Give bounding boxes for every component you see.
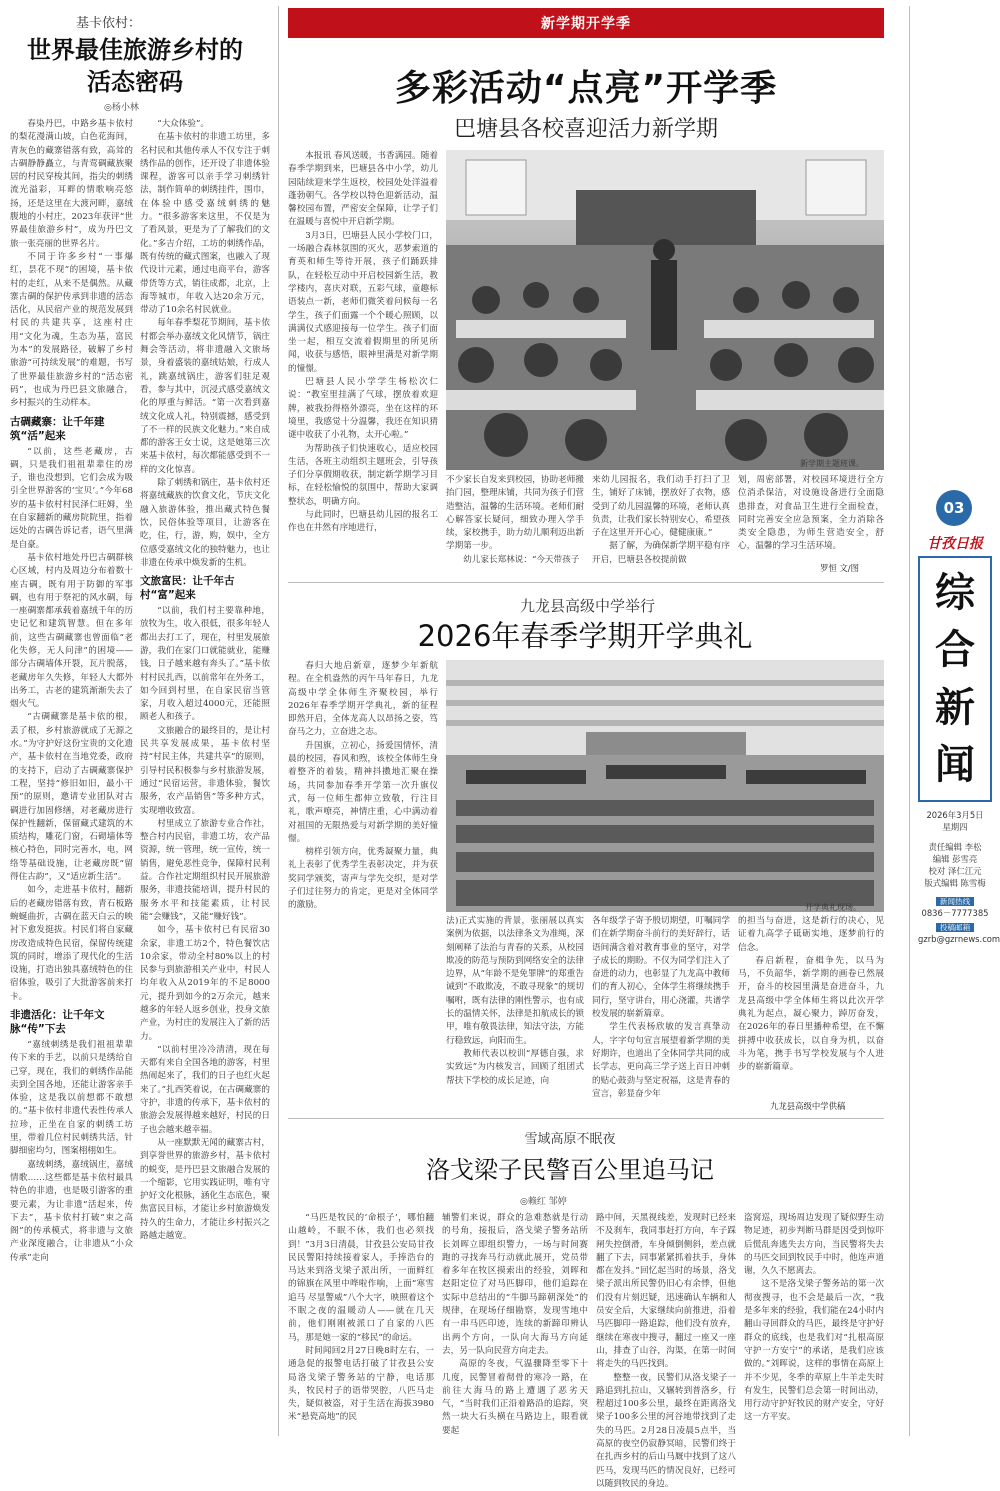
left-article-title — [0, 34, 270, 98]
paragraph: 基卡依村地处丹巴古碉群核心区域，村内及周边分布着数十座古碉，既有用于防御的军事碉，也有用于祭祀的风水碉，每一座碉寨都承载着嘉绒千年的历史记忆和建筑智慧。但在多年前，这些古碉藏寨也曾面临“老化失修，无人问津”的困境——部分古碉墙体开裂，瓦片脱落，老藏房年久失修，年轻人大都外出务工，古老的建筑渐渐失去了烟火气。 — [10, 552, 133, 710]
ceremony-photo-illustration — [446, 660, 884, 912]
proofreader: 校对 泽仁江元 — [928, 866, 982, 876]
issue-date: 2026年3月5日 — [926, 810, 984, 820]
section-char: 综 — [935, 568, 975, 616]
paragraph: 整整一夜，民警们从洛戈梁子一路追到扎拉山，又辗转到普洛乡，行程超过100多公里，最终在距离洛戈梁子100多公里的河谷地带找到了走失的马匹。2月28日凌晨5点半，当高原的夜空仍寂静冥暗，民警们终于在扎西乡村的后山马厩中找到了这八匹马，发现马匹的情况良好，已经可以随到牧民的身边。 — [596, 1372, 736, 1489]
paragraph: 巴塘县人民小学学生杨松次仁说：“教室里挂满了气球，摆放着欢迎牌，被我扮得格外漂亮，坐在这样的环境里，我感觉十分温馨，我还在知识猜谜中收获了小礼物，太开心啦。” — [288, 377, 438, 441]
left-title-line2: 活态密码 — [87, 68, 183, 96]
paragraph: 学生代表杨欣敏的发言真挚动人，字字句句宣言展望着新学期的美好期许，也道出了全体同学共同的成长学志，更向高三学子送上百日冲刺的贴心鼓劲与坚定祝福，这是青春的宣言，彰显奋少年 — [592, 1022, 730, 1099]
section-char: 闻 — [935, 741, 975, 789]
main-article-col-c — [592, 474, 730, 580]
hotline-label — [918, 896, 992, 908]
paragraph: 春归大地启新章，逐梦少年新航程。在全机盎然的丙午马年春日，九龙高级中学全体师生齐聚校园，举行2026年春季学期开学典礼，新的征程即然开启，全体龙高人以昂扬之姿，笃奋马之力，立奋进之志。 — [288, 661, 438, 738]
paragraph: 盗窝巡，现场周边发现了疑似野生动物足迹，初步判断马群是因受到惊吓后慌乱奔逃失去方向，当民警将失去的马匹交回到牧民手中时，他连声道谢，久久不愿离去。 — [744, 1213, 884, 1277]
paragraph: 从一座默默无闻的藏寨古村，到享誉世界的旅游乡村，基卡依村的蜕变，是丹巴县文旅融合发展的一个缩影，它用实践证明，唯有守护好文化根脉，涵化生态底色，聚焦富民目标，才能让乡村旅游焕发持久的生命力，才能让乡村振兴之路越走越宽。 — [140, 1137, 270, 1242]
paragraph: “以前，我们村主要靠种地，放牧为生，收入很低，很多年轻人都出去打工了，现在，村里发展旅游，我们在家门口就能就业，能赚钱，日子越来越有奔头了。”基卡依村村民扎西，以前常年在外务工，如今回到村里，在自家民宿当管家，月收入超过4000元，还能照顾老人和孩子。 — [140, 606, 270, 723]
second-article-col-a — [446, 915, 584, 1115]
left-article-col1 — [10, 118, 133, 1436]
paragraph: 不同于许多乡村“一事爆红，昙花不现”的困境，基卡依村的走红，从来不是偶然。从藏寨古碉的保护传承到非遗的活态活化，从民宿产业的规范发展到村民的共建共享，这座村庄用“文化为魂，生态为基，富民为本”的发展路径，破解了乡村旅游“可持续发展”的难题，书写了世界最佳旅游乡村的“活态密码”，也成为丹巴县文旅融合，乡村振兴的生动样本。 — [10, 251, 133, 409]
main-article-col-d — [738, 474, 884, 564]
paragraph: 嘉绒刺绣，嘉绒锅庄，嘉绒情歌……这些都是基卡依村最具特色的非遗，也是吸引游客的重要元素，为让非遗“活起来，传下去”，基卡依村打破“束之高阁”的传承模式，将非遗与文旅产业深度融合，让非遗从“小众传承”走向 — [10, 1159, 133, 1263]
paragraph: “大众体验”。 — [157, 119, 209, 129]
email-label-text: 投稿邮箱 — [936, 923, 974, 932]
section-char: 合 — [935, 626, 975, 674]
main-article-col-b — [446, 474, 584, 580]
second-article-lead — [288, 660, 438, 911]
email-address: gzrb@gzrnews.com — [918, 934, 1000, 944]
classroom-photo — [446, 150, 884, 470]
paragraph: 3月3日，巴塘县人民小学校门口，一场融合森林氛围的灭火，恶梦索道的育英和师生等待开展，孩子们踊跃排队，在轻松互动中开启校园新生活，教学楼内，喜庆对联，五彩气球，童趣标语装点一新，老师们微笑着问候每一名学生，孩子们面露一个个暖心照顾，以满满仪式感迎接每一位学生。孩子们面坐一起，相互交流着假期里的所见所闻，收获与感悟，眼神里满是对新学期的憧憬。 — [288, 230, 438, 374]
paragraph: 教师代表以校训“厚德自强，求实致远”为内核发言，回顾了组团式帮扶下学校的成长足迹，向 — [446, 1048, 584, 1086]
left-title-line1: 世界最佳旅游乡村的 — [27, 36, 243, 64]
paragraph: 村里成立了旅游专业合作社，整合村内民宿，非遗工坊，农产品资源，统一管理，统一宣传，统一销售，避免恶性竞争，保障村民利益。合作社定期组织村民开展旅游服务，非遗技能培训，提升村民的服务水平和技能素质，让村民能“会赚钱”，又能“赚好钱”。 — [140, 818, 270, 922]
second-article-col-b — [592, 915, 730, 1115]
paragraph: 春启新程，奋楫争先，以马为马，不负韶华，新学期的画卷已然展开，奋斗的校园里满是奋进奋斗，九龙县高级中学全体师生将以此次开学典礼为起点，凝心聚力，踔厉奋发，在2026年的春日里播种希望，在不懈拼搏中收获成长，以自身为机，以奋斗为笔，携手书写学校发展与个人进步的崭新篇章。 — [738, 955, 884, 1073]
left-article-col2 — [140, 118, 270, 1436]
paragraph: 高原的冬夜，气温骤降至零下十几度，民警冒着彻骨的寒冷一路，在前往大海马的路上遭遇了恶劣天气，“当时我们正沿着路沿的追踪，突然一块大石头横在马路边上，眼看就要起 — [442, 1359, 588, 1436]
paragraph: “古碉藏寨是基卡依的根，丢了根，乡村旅游就成了无源之水。”为守护好这份宝贵的文化遗产，基卡依村在当地党委，政府的支持下，启动了古碉藏寨保护工程，坚持“修旧如旧，最小干预”的原则，邀请专业团队对古碉进行加固修缮，对老藏房进行保护性翻新，保留藏式建筑的木质结构，雕花门窗，石砌墙体等核心特色，同时完善水，电，网络等基础设施，让老藏房既“留得住古韵”，又“适应新生活”。 — [10, 712, 133, 883]
newspaper-logo: 甘孜日报 — [927, 536, 983, 552]
paragraph: 来幼儿园报名，我们动手打扫了卫生，铺好了床铺，摆放好了衣物，感受到了幼儿园温馨的环境，老师认真负责，让我们家长特别安心，希望孩子在这里开开心心，健健康康。” — [592, 475, 730, 539]
left-article-author: ◎杨小林 — [104, 103, 139, 113]
classroom-photo-illustration — [446, 150, 884, 470]
sidebar-divider — [909, 6, 910, 1436]
paragraph: 除了刺绣和锅庄，基卡依村还将嘉绒藏族的饮食文化，节庆文化融入旅游体验，推出藏式特色餐饮，民俗体验等项目，让游客在吃，住，行，游，购，娱中，全方位感受嘉绒文化的独特魅力，也让非遗在传承中焕发新的生机。 — [140, 478, 270, 568]
paragraph: 辅警们来说，群众的急难愁就是行动的号角，接报后，洛戈梁子警务站所长刘晖立即组织警力，一场与时间赛跑的寻找奔马行动就此展开，党员带着多年在牧区摸索出的经验，刘晖和赵阳定位了对马匹脚印，他们追踪在实际中总结出的“牛脚马蹄朝深处”的规律，在现场仔细勘察，发现雪地中有一串马匹印迹，连续的新蹄印辨认出两个方向，一队向大海马方向延去，另一队向民营方向走去。 — [442, 1213, 588, 1356]
paragraph: 本报讯 春风送暖，书香满园。随着春季学期到来，巴塘县各中小学，幼儿园陆续迎来学生返校，校园处处洋溢着蓬勃朝气。各学校以特色迎新活动，温馨校园布置，严密安全保障，让学子们在温暖与喜悦中开启新学期。 — [288, 151, 438, 228]
second-article-col-c — [738, 915, 884, 1100]
left-article-kicker: 基卡依村： — [76, 16, 142, 31]
section-banner: 新学期开学季 — [288, 8, 884, 38]
paragraph: 每年春季梨花节期间，基卡依村都会举办嘉绒文化风情节，锅庄舞会等活动，将非遗融入文旅场景，身着盛装的嘉绒姑娘，行成人礼，跳嘉绒锅庄，游客们驻足观看，参与其中，沉浸式感受嘉绒文化的厚重与鲜活。“第一次看到嘉绒文化成人礼，特别震撼，感受到了不一样的民族文化魅力。”来自成都的游客王女士说，这是她第三次来基卡依村，每次都能感受到不一样的文化惊喜。 — [140, 318, 270, 475]
column-divider — [278, 6, 279, 1436]
paragraph: 与此同时，巴塘县幼儿园的报名工作也在井然有序地进行， — [288, 510, 438, 534]
layout-editor: 版式编辑 陈雪梅 — [924, 878, 986, 888]
paragraph: 幼儿家长郑林说：“今天带孩子 — [463, 554, 580, 565]
section-divider — [288, 582, 884, 583]
paragraph: 的担当与奋进，这是新行的决心，见证着九高学子砥砺实地，逐梦前行的信念。 — [738, 916, 884, 953]
section-divider — [288, 1118, 884, 1119]
third-article-byline: ◎赖红 邹婷 — [520, 1197, 567, 1207]
left-subhead-3: 文旅富民：让千年古村“富”起来 — [140, 575, 235, 602]
paragraph: 划，周密部署，对校园环境进行全方位消杀保洁，对设施设备进行全面隐患排查，对食品卫生进行全面检查，同时完善安全应急预案，全力消除各类安全隐患，为师生营造安全，舒心，温馨的学习生活环境。 — [738, 475, 884, 552]
section-char: 新 — [935, 683, 975, 731]
paragraph: 升国旗，立初心，扬爱国情怀，清晨的校园，春风和煦，该校全体师生身着整齐的着装，精神抖擞地汇聚在操场，共同参加春季开学第一次升旗仪式，每一位师生都伸立致敬，行注目礼，歌声嘹亮，神情庄重，心中满动着对祖国的无限热爱与对新学期的美好憧憬。 — [288, 740, 438, 844]
paragraph: 为帮助孩子们快速收心，适应校园生活，各班主动组织主题班会，引导孩子们分享假期收获，制定新学期学习目标，在轻松愉悦的氛围中，帮助大家调整状态，明确方向。 — [288, 443, 438, 507]
paragraph: 时间闻回2月27日晚8时左右，一通急促的报警电话打破了甘孜县公安局洛戈梁子警务站的宁静，电话那头，牧民村子的语带哭腔，八匹马走失，疑似被盗，对于生活在海拔3980米“悬瓷高地”的民 — [288, 1345, 434, 1423]
page-number-badge: 03 — [936, 490, 972, 526]
paragraph: 路中间，天黑视线差，发现时已经来不及刹车，我同事赶打方向，车子踩闸失控倒滑，车身倾倒侧斜，差点就翻了下去，同事紧紧抓着扶手，身体都在发抖。”回忆起当时的场景，洛戈梁子派出所民警仍旧心有余悸，但他们没有片刻迟疑，迅速确认车辆和人员安全后，大家继续向前推进，沿着马匹脚印一路追踪，他们没有放弃，继续在寒夜中搜寻，翻过一座又一座山，排查了山谷，沟渠，在第一时间将走失的马匹找到。 — [596, 1213, 736, 1370]
paragraph: “马匹是牧民的‘命根子’，哪怕翻山越岭，不眠不休，我们也必须找到！”3月3日清晨，甘孜县公安局甘孜民民警阳持续接着家人，手捧浩台的马达来到洛戈梁子派出所，一面鲜红的锦旗在风里中哗啦作响，上面“寒雪追马 尽显警威”八个大字，映照着这个不眠之夜的温暖动人——就在几天前，他们刚刚被派口了自家的八匹马，那是她一家的“移民”的命运。 — [288, 1213, 434, 1343]
third-article-col-c — [596, 1212, 736, 1489]
paragraph: 这不是洛戈梁子警务站的第一次彻夜搜寻，也不会是最后一次，“我是多年来的经验，我们能在24小时内翻山寻回群众的马匹，最终是守护好群众的底线，也是我们对“扎根高原守护一方安宁”的承诺，是我们应该做的。”刘晖说，这样的事情在高原上并不少见，冬季的草原上牛羊走失时有发生，民警们总会第一时间出动，用行动守护好牧民的财产安全，守好这一方平安。 — [744, 1279, 884, 1423]
second-article-kicker: 九龙县高级中学举行 — [519, 597, 655, 615]
paragraph: “以前村里冷冷清清，现在每天都有来自全国各地的游客，村里热闹起来了，我们的日子也红火起来了。”扎西笑着说，在古碉藏寨的守护，非遗的传承下，基卡依村的旅游会发展得越来越好，村民的日子也会越来越幸福。 — [140, 1044, 270, 1135]
hotline-number: 0836－7777385 — [921, 908, 989, 918]
paragraph: 不少家长自发来到校园，协助老师搬抬门园，整理床铺，共同为孩子们营造整洁，温馨的生活环境。老师们耐心解答家长疑问，细致办理入学手续，家校携手，助力幼儿顺利迈出新学期第一步。 — [446, 475, 584, 552]
ceremony-photo-caption: 开学典礼现场。 — [805, 903, 861, 912]
second-article-title: 2026年春季学期开学典礼 — [417, 619, 753, 653]
paragraph: “以前，这些老藏房，古碉，只是我们祖祖辈辈住的房子，谁也没想到，它们会成为吸引全世界游客的‘宝贝’。”今年68岁的基卡依村村民泽仁旺姆，坐在自家翻新的藏房院院里，指着远处的古碉告诉记者，语气里满是自豪。 — [10, 446, 133, 550]
third-article-col-a — [288, 1212, 434, 1438]
paragraph: 各年级学子寄予殷切期望，叮嘱同学们在新学期奋斗前行的美好辞行，话语间满含着对教育事业的坚守，对学子成长的期盼。不仅为同学们注入了奋进的动力，也彰显了九龙高中教师们的育人初心，全体学生将继续携手同行，坚守讲台，用心浇灌，共谱学校发展的崭新篇章。 — [592, 916, 730, 1020]
editor: 编辑 彭雪亮 — [932, 854, 978, 864]
ceremony-photo — [446, 660, 884, 912]
main-article-title: 多彩活动“点亮”开学季 — [394, 68, 778, 109]
paragraph: 如今，基卡依村已有民宿30余家，非遗工坊2个，特色餐饮店10余家，带动全村80%以上的村民参与到旅游相关产业中，村民人均年收入从2019年的不足8000元，提升到如今的2万余元，越来越多的年轻人返乡创业，投身文旅产业，为村庄的发展注入了新的活力。 — [140, 925, 270, 1042]
main-article-subtitle: 巴塘县各校喜迎活力新学期 — [453, 117, 718, 142]
paragraph: 文旅融合的最终目的，是让村民共享发展成果，基卡依村坚持“村民主体，共建共享”的原则，引导村民积极参与乡村旅游发展，通过“民宿运营，非遗体验，餐饮服务，农产品销售”等多种方式，实现增收致富。 — [140, 725, 270, 816]
third-article-kicker: 雪域高原不眠夜 — [524, 1132, 616, 1147]
classroom-photo-caption: 新学期主题班课。 — [800, 459, 864, 468]
issue-weekday: 星期四 — [942, 822, 968, 832]
third-article-col-d — [744, 1212, 884, 1438]
main-article-byline: 罗恒 文/图 — [820, 563, 859, 573]
paragraph: “嘉绒刺绣是我们祖祖辈辈传下来的手艺，以前只是绣给自己穿，现在，我们的刺绣作品能卖到全国各地，还能让游客亲手体验，这是我以前想都不敢想的。”基卡依村非遗代表性传承人拉珍，正坐在自家的刺绣工坊里，带着几位村民刺绣共活，针脚细密均匀，图案栩栩如生。 — [10, 1040, 133, 1157]
hotline-label-text: 新闻热线 — [936, 897, 974, 906]
left-subhead-1: 古碉藏寨：让千年建筑“活”起来 — [10, 415, 105, 442]
paragraph: 春染丹巴，中路乡基卡依村的梨花漫满山坡，白色花海间，青灰色的藏寨错落有致，高耸的古碉静静矗立，与青莺碉藏族聚居的村民穿梭其间，指尖的刺绣流光溢彩，耳畔的情歌响亮悠扬，还是这里在大渡河畔，嘉绒腹地的小村庄，2023年获评“世界最佳旅游乡村”，成为丹巴文旅一张亮丽的世界名片。 — [10, 119, 133, 249]
third-article-col-b — [442, 1212, 588, 1438]
paragraph: 如今，走进基卡依村，翻新后的老藏房错落有致，青石板路蜿蜒曲折，古碉在蓝天白云的映衬下愈发挺拔。村民们将自家藏房改造成特色民宿，保留传统建筑的同时，增添了现代化的生活设施，打造出独具嘉绒特色的住宿体验，吸引了大批游客前来打卡。 — [10, 885, 133, 1002]
left-subhead-2: 非遗活化：让千年文脉“传”下去 — [10, 1009, 105, 1035]
main-article-col-a — [288, 150, 438, 580]
section-name-box — [918, 556, 992, 802]
second-article-credit: 九龙县高级中学供稿 — [770, 1101, 846, 1111]
paragraph: 法)正式实施的背景，张丽展以真实案例为依据，以法律条文为准绳，深刻阐释了法治与青春的关系，从校园欺凌的防范与预防到网络安全的法律边界，从“年龄不是免罪牌”的郑重告诫到“不敢欺凌，不敢寻现象”的规切嘱咐，既有法律的刚性警示，也有成长的温情关怀，法律是扣航成长的锁甲，唯有敬畏法律，知法守法，方能行稳致远，向阳而生。 — [446, 916, 584, 1046]
paragraph: 在基卡依村的非遗工坊里，多名村民和其他传承人不仅专注于刺绣作品的创作，还开设了非遗体验课程，游客可以亲手学习刺绣针法，制作简单的刺绣挂件，围巾，在体验中感受嘉绒刺绣的魅力。“很多游客来这里，不仅是为了看风景，更是为了了解我们的文化。”多吉介绍，工坊的刺绣作品，既有传统的藏式图案，也融入了现代设计元素，通过电商平台，游客带货等方式，销往成都，北京，上海等城市，年收入达20余万元，带动了10余名村民就业。 — [140, 132, 270, 316]
paragraph: 榜样引领方向，优秀凝聚力量，典礼上表彰了优秀学生表彰决定，并为获奖同学颁奖，寄声与学先交织，是对学子们过往努力的肯定，更是对全体同学的激励。 — [288, 847, 438, 911]
paragraph: 据了解，为确保新学期平稳有序开启，巴塘县各校提前做 — [592, 541, 730, 565]
third-article-title: 洛戈梁子民警百公里追马记 — [426, 1156, 714, 1184]
email-label — [918, 922, 992, 934]
duty-editor: 责任编辑 李松 — [928, 842, 982, 852]
